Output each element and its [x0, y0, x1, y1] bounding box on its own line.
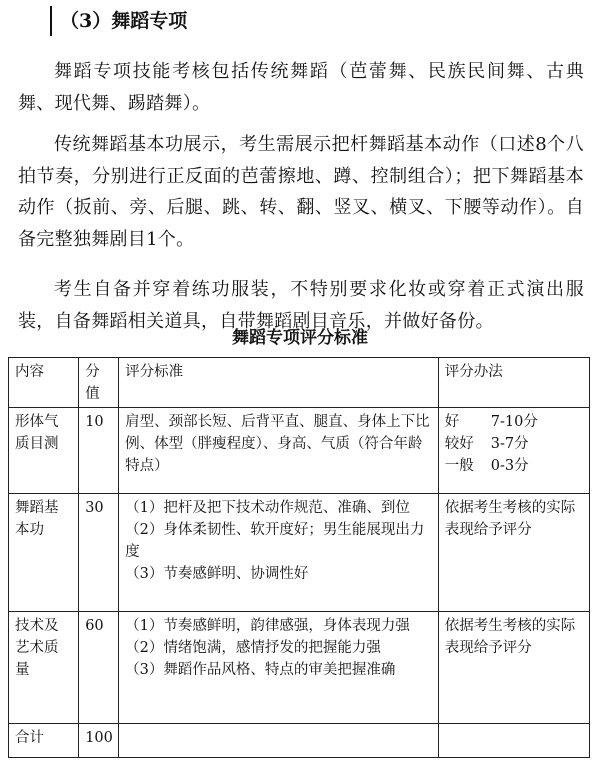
paragraph-dance-scope: 舞蹈专项技能考核包括传统舞蹈（芭蕾舞、民族民间舞、古典舞、现代舞、踢踏舞）。: [18, 61, 584, 114]
paragraph-basic-skills: 传统舞蹈基本功展示，考生需展示把杆舞蹈基本动作（口述8个八拍节奏，分别进行正反面的芭蕾擦地、蹲、控制组合）；把下舞蹈基本动作（扳前、旁、后腿、跳、转、翻、竖叉、横叉、下腰等动作）。自备完整独舞剧目1个。: [18, 134, 584, 250]
criteria-item: （3）节奏感鲜明、协调性好: [125, 566, 309, 582]
criteria-item: （2）情绪饱满，感情抒发的把握能力强: [125, 640, 381, 656]
total-empty: [438, 724, 589, 758]
total-row: [9, 724, 590, 758]
grade-label: 较好: [444, 436, 474, 452]
table-row: [9, 612, 590, 724]
row-criteria: [119, 612, 439, 724]
total-label: 合计: [9, 724, 79, 758]
header-score: 分值: [79, 358, 119, 408]
criteria-item: （1）把杆及把下技术动作规范、准确、到位: [125, 500, 410, 516]
grade-range: 3-7分: [490, 436, 529, 452]
table-title: 舞蹈专项评分标准: [232, 328, 368, 348]
grade-range: 0-3分: [490, 458, 529, 474]
criteria-item: （3）舞蹈作品风格、特点的审美把握准确: [125, 662, 396, 678]
section-heading: （3）舞蹈专项: [50, 6, 187, 36]
criteria-item: （1）节奏感鲜明，韵律感强，身体表现力强: [125, 618, 410, 634]
grade-label: 好: [444, 414, 460, 430]
criteria-item: （2）身体柔韧性、软开度好；男生能展现出力度: [125, 522, 425, 560]
row-method: 依据考生考核的实际表现给予评分: [438, 612, 589, 724]
table-row: [9, 408, 590, 494]
grade-label: 一般: [444, 458, 474, 474]
total-score: 100: [79, 724, 119, 758]
table-header-row: [9, 358, 590, 408]
row-content: 舞蹈基本功: [9, 494, 79, 612]
row-grades: [438, 408, 589, 494]
row-method: 依据考生考核的实际表现给予评分: [438, 494, 589, 612]
row-score: 60: [79, 612, 119, 724]
row-score: 10: [79, 408, 119, 494]
row-criteria: [119, 494, 439, 612]
scoring-table: [8, 357, 590, 758]
paragraph-costume: 考生自备并穿着练功服装，不特别要求化妆或穿着正式演出服装，自备舞蹈相关道具，自带舞蹈剧目音乐，并做好备份。: [18, 279, 584, 332]
row-score: 30: [79, 494, 119, 612]
total-empty: [119, 724, 439, 758]
table-row: [9, 494, 590, 612]
row-content: 技术及艺术质量: [9, 612, 79, 724]
header-content: 内容: [9, 358, 79, 408]
grade-range: 7-10分: [490, 414, 538, 430]
grade-line: [445, 433, 583, 455]
header-method: 评分办法: [438, 358, 589, 408]
grade-line: [445, 455, 583, 477]
row-content: 形体气质目测: [9, 408, 79, 494]
grade-line: [445, 411, 583, 433]
header-criteria: 评分标准: [119, 358, 439, 408]
row-criteria: 肩型、颈部长短、后背平直、腿直、身体上下比例、体型（胖瘦程度）、身高、气质（符合年龄特点）: [119, 408, 439, 494]
